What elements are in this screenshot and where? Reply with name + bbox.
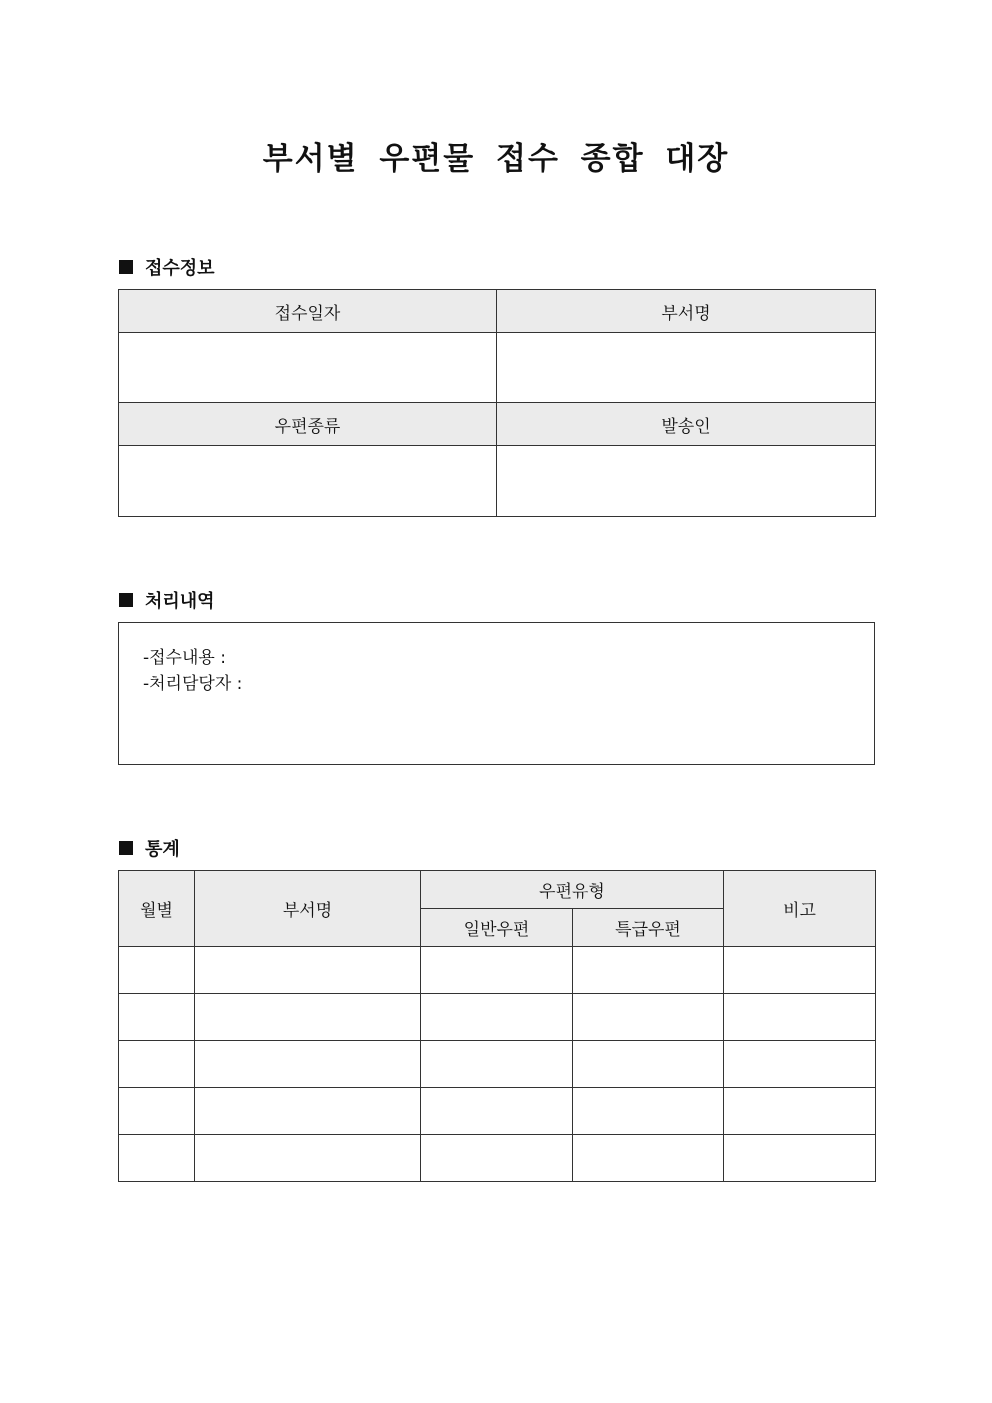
cell-department[interactable] bbox=[195, 1041, 421, 1088]
label-receipt-date: 접수일자 bbox=[119, 290, 497, 333]
field-sender[interactable] bbox=[497, 446, 876, 517]
receipt-info-table bbox=[118, 289, 876, 517]
square-bullet-icon bbox=[119, 841, 133, 855]
cell-month[interactable] bbox=[119, 1088, 195, 1135]
cell-express-mail[interactable] bbox=[573, 994, 724, 1041]
cell-note[interactable] bbox=[724, 1135, 876, 1182]
table-row bbox=[119, 1041, 876, 1088]
table-row bbox=[119, 1088, 876, 1135]
section-heading-stats bbox=[119, 835, 180, 861]
header-mail-category: 우편유형 bbox=[421, 871, 724, 909]
cell-normal-mail[interactable] bbox=[421, 1088, 573, 1135]
cell-department[interactable] bbox=[195, 947, 421, 994]
cell-express-mail[interactable] bbox=[573, 1135, 724, 1182]
label-mail-type: 우편종류 bbox=[119, 403, 497, 446]
process-details-box[interactable] bbox=[118, 622, 875, 765]
cell-month[interactable] bbox=[119, 947, 195, 994]
cell-normal-mail[interactable] bbox=[421, 947, 573, 994]
table-row bbox=[119, 994, 876, 1041]
receipt-content-line: -접수내용 : bbox=[143, 648, 226, 668]
cell-note[interactable] bbox=[724, 994, 876, 1041]
cell-note[interactable] bbox=[724, 947, 876, 994]
cell-month[interactable] bbox=[119, 1041, 195, 1088]
header-normal-mail: 일반우편 bbox=[421, 909, 573, 947]
section-heading-label: 통계 bbox=[145, 839, 180, 860]
section-heading-label: 접수정보 bbox=[145, 258, 215, 279]
table-row bbox=[119, 1135, 876, 1182]
cell-department[interactable] bbox=[195, 1135, 421, 1182]
cell-express-mail[interactable] bbox=[573, 1088, 724, 1135]
header-department: 부서명 bbox=[195, 871, 421, 947]
cell-month[interactable] bbox=[119, 1135, 195, 1182]
cell-department[interactable] bbox=[195, 994, 421, 1041]
cell-normal-mail[interactable] bbox=[421, 994, 573, 1041]
section-heading-info bbox=[119, 254, 215, 280]
label-sender: 발송인 bbox=[497, 403, 876, 446]
header-express-mail: 특급우편 bbox=[573, 909, 724, 947]
section-heading-label: 처리내역 bbox=[145, 591, 215, 612]
cell-department[interactable] bbox=[195, 1088, 421, 1135]
cell-normal-mail[interactable] bbox=[421, 1041, 573, 1088]
header-note: 비고 bbox=[724, 871, 876, 947]
handler-line: -처리담당자 : bbox=[143, 674, 243, 694]
label-department: 부서명 bbox=[497, 290, 876, 333]
cell-note[interactable] bbox=[724, 1088, 876, 1135]
field-receipt-date[interactable] bbox=[119, 333, 497, 403]
header-month: 월별 bbox=[119, 871, 195, 947]
section-heading-process bbox=[119, 587, 215, 613]
field-department[interactable] bbox=[497, 333, 876, 403]
cell-express-mail[interactable] bbox=[573, 1041, 724, 1088]
field-mail-type[interactable] bbox=[119, 446, 497, 517]
document-title: 부서별 우편물 접수 종합 대장 bbox=[262, 141, 730, 177]
cell-normal-mail[interactable] bbox=[421, 1135, 573, 1182]
table-row bbox=[119, 947, 876, 994]
square-bullet-icon bbox=[119, 593, 133, 607]
cell-month[interactable] bbox=[119, 994, 195, 1041]
cell-express-mail[interactable] bbox=[573, 947, 724, 994]
cell-note[interactable] bbox=[724, 1041, 876, 1088]
statistics-table bbox=[118, 870, 876, 1182]
square-bullet-icon bbox=[119, 260, 133, 274]
